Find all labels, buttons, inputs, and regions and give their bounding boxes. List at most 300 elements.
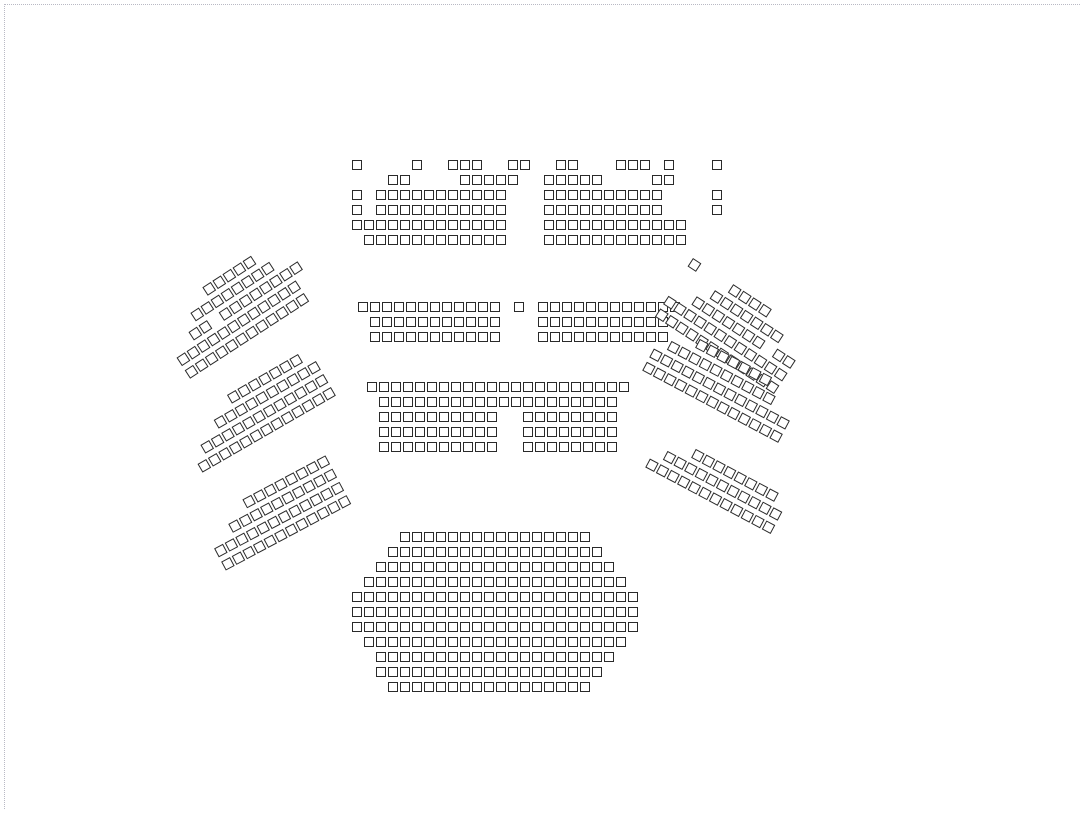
seat[interactable] [568,637,578,647]
seat[interactable] [379,442,389,452]
seat[interactable] [415,382,425,392]
seat[interactable] [628,220,638,230]
seat[interactable] [628,622,638,632]
seat[interactable] [400,577,410,587]
seat[interactable] [487,397,497,407]
seat[interactable] [604,637,614,647]
seat[interactable] [412,622,422,632]
seat[interactable] [412,562,422,572]
seat[interactable] [571,382,581,392]
seat[interactable] [352,205,362,215]
seat[interactable] [400,205,410,215]
seat[interactable] [427,427,437,437]
seat[interactable] [616,235,626,245]
seat[interactable] [484,532,494,542]
seat[interactable] [403,382,413,392]
seat[interactable] [571,397,581,407]
seat[interactable] [508,562,518,572]
seat[interactable] [490,332,500,342]
seat[interactable] [776,416,790,430]
seat[interactable] [586,302,596,312]
seat[interactable] [532,592,542,602]
seat[interactable] [436,667,446,677]
seat[interactable] [568,190,578,200]
seat[interactable] [472,607,482,617]
seat[interactable] [427,397,437,407]
seat[interactable] [532,532,542,542]
seat[interactable] [610,302,620,312]
seat[interactable] [448,577,458,587]
seat[interactable] [520,652,530,662]
seat[interactable] [652,235,662,245]
seat[interactable] [475,397,485,407]
seat[interactable] [376,577,386,587]
seat[interactable] [448,235,458,245]
seat[interactable] [664,220,674,230]
seat[interactable] [454,332,464,342]
seat[interactable] [568,622,578,632]
seat[interactable] [532,637,542,647]
seat[interactable] [460,220,470,230]
seat[interactable] [484,607,494,617]
seat[interactable] [376,190,386,200]
seat[interactable] [532,667,542,677]
seat[interactable] [520,682,530,692]
seat[interactable] [406,302,416,312]
seat[interactable] [338,495,352,509]
seat[interactable] [568,592,578,602]
seat[interactable] [616,607,626,617]
seat[interactable] [388,220,398,230]
seat[interactable] [580,667,590,677]
seat[interactable] [592,562,602,572]
seat[interactable] [379,382,389,392]
seat[interactable] [652,205,662,215]
seat[interactable] [448,547,458,557]
seat[interactable] [466,302,476,312]
seat[interactable] [436,577,446,587]
seat[interactable] [427,412,437,422]
seat[interactable] [523,412,533,422]
seat[interactable] [391,412,401,422]
seat[interactable] [571,412,581,422]
seat[interactable] [463,382,473,392]
seat[interactable] [388,577,398,587]
seat[interactable] [466,317,476,327]
seat[interactable] [388,667,398,677]
seat[interactable] [496,235,506,245]
seat[interactable] [520,622,530,632]
seat[interactable] [412,607,422,617]
seat[interactable] [607,442,617,452]
seat[interactable] [535,427,545,437]
seat[interactable] [496,607,506,617]
seat[interactable] [559,442,569,452]
seat[interactable] [556,622,566,632]
seat[interactable] [580,547,590,557]
seat[interactable] [535,442,545,452]
seat[interactable] [592,607,602,617]
seat[interactable] [439,397,449,407]
seat[interactable] [388,562,398,572]
seat[interactable] [496,175,506,185]
seat[interactable] [499,397,509,407]
seat[interactable] [475,382,485,392]
seat[interactable] [439,382,449,392]
seat[interactable] [580,190,590,200]
seat[interactable] [424,652,434,662]
seat[interactable] [460,532,470,542]
seat[interactable] [478,332,488,342]
seat[interactable] [568,235,578,245]
seat[interactable] [508,577,518,587]
seat[interactable] [412,667,422,677]
seat[interactable] [352,160,362,170]
seat[interactable] [508,592,518,602]
seat[interactable] [400,652,410,662]
seat[interactable] [406,332,416,342]
seat[interactable] [610,332,620,342]
seat[interactable] [556,562,566,572]
seat[interactable] [388,190,398,200]
seat[interactable] [412,190,422,200]
seat[interactable] [580,562,590,572]
seat[interactable] [508,637,518,647]
seat[interactable] [460,592,470,602]
seat[interactable] [544,532,554,542]
seat[interactable] [484,577,494,587]
seat[interactable] [487,412,497,422]
seat[interactable] [568,562,578,572]
seat[interactable] [418,302,428,312]
seat[interactable] [652,190,662,200]
seat[interactable] [400,547,410,557]
seat[interactable] [358,302,368,312]
seat[interactable] [556,532,566,542]
seat[interactable] [544,637,554,647]
seat[interactable] [388,592,398,602]
seat[interactable] [762,520,776,534]
seat[interactable] [532,622,542,632]
seat[interactable] [412,205,422,215]
seat[interactable] [532,607,542,617]
seat[interactable] [436,220,446,230]
seat[interactable] [508,652,518,662]
seat[interactable] [403,397,413,407]
seat[interactable] [472,160,482,170]
seat[interactable] [412,160,422,170]
seat[interactable] [769,507,783,521]
seat[interactable] [595,442,605,452]
seat[interactable] [562,317,572,327]
seat[interactable] [436,547,446,557]
seat[interactable] [538,332,548,342]
seat[interactable] [592,652,602,662]
seat[interactable] [559,382,569,392]
seat[interactable] [652,175,662,185]
seat[interactable] [628,190,638,200]
seat[interactable] [436,532,446,542]
seat[interactable] [442,317,452,327]
seat[interactable] [607,412,617,422]
seat[interactable] [550,332,560,342]
seat[interactable] [574,317,584,327]
seat[interactable] [436,205,446,215]
seat[interactable] [628,592,638,602]
seat[interactable] [376,205,386,215]
seat[interactable] [535,412,545,422]
seat[interactable] [352,190,362,200]
seat[interactable] [610,317,620,327]
seat[interactable] [484,562,494,572]
seat[interactable] [520,667,530,677]
seat[interactable] [592,547,602,557]
seat[interactable] [379,397,389,407]
seat[interactable] [628,607,638,617]
seat[interactable] [376,607,386,617]
seat[interactable] [430,332,440,342]
seat[interactable] [412,220,422,230]
seat[interactable] [391,442,401,452]
seat[interactable] [400,562,410,572]
seat[interactable] [472,652,482,662]
seat[interactable] [592,667,602,677]
seat[interactable] [556,220,566,230]
seat[interactable] [676,235,686,245]
seat[interactable] [640,220,650,230]
seat[interactable] [475,412,485,422]
seat[interactable] [496,667,506,677]
seat[interactable] [415,442,425,452]
seat[interactable] [478,317,488,327]
seat[interactable] [388,547,398,557]
seat[interactable] [652,220,662,230]
seat[interactable] [604,607,614,617]
seat[interactable] [544,652,554,662]
seat[interactable] [400,190,410,200]
seat[interactable] [568,220,578,230]
seat[interactable] [415,397,425,407]
seat[interactable] [460,160,470,170]
seat[interactable] [622,317,632,327]
seat[interactable] [592,205,602,215]
seat[interactable] [580,637,590,647]
seat[interactable] [607,427,617,437]
seat[interactable] [436,637,446,647]
seat[interactable] [592,622,602,632]
seat[interactable] [586,317,596,327]
seat[interactable] [532,682,542,692]
seat[interactable] [583,382,593,392]
seat[interactable] [424,637,434,647]
seat[interactable] [424,547,434,557]
seat[interactable] [598,317,608,327]
seat[interactable] [496,562,506,572]
seat[interactable] [556,682,566,692]
seat[interactable] [556,637,566,647]
seat[interactable] [604,622,614,632]
seat[interactable] [436,607,446,617]
seat[interactable] [616,622,626,632]
seat[interactable] [463,442,473,452]
seat[interactable] [472,592,482,602]
seat[interactable] [583,397,593,407]
seat[interactable] [484,592,494,602]
seat[interactable] [394,332,404,342]
seat[interactable] [547,397,557,407]
seat[interactable] [451,442,461,452]
seat[interactable] [496,622,506,632]
seat[interactable] [556,592,566,602]
seat[interactable] [391,382,401,392]
seat[interactable] [484,652,494,662]
seat[interactable] [568,667,578,677]
seat[interactable] [574,302,584,312]
seat[interactable] [424,607,434,617]
seat[interactable] [544,175,554,185]
seat[interactable] [490,302,500,312]
seat[interactable] [562,332,572,342]
seat[interactable] [547,382,557,392]
seat[interactable] [424,682,434,692]
seat[interactable] [508,667,518,677]
seat[interactable] [523,442,533,452]
seat[interactable] [448,160,458,170]
seat[interactable] [580,682,590,692]
seat[interactable] [571,427,581,437]
seat[interactable] [472,622,482,632]
seat[interactable] [451,427,461,437]
seat[interactable] [436,190,446,200]
seat[interactable] [379,412,389,422]
seat[interactable] [442,302,452,312]
seat[interactable] [388,622,398,632]
seat[interactable] [556,160,566,170]
seat[interactable] [472,220,482,230]
seat[interactable] [556,577,566,587]
seat[interactable] [448,532,458,542]
seat[interactable] [448,652,458,662]
seat[interactable] [460,562,470,572]
seat[interactable] [595,397,605,407]
seat[interactable] [424,205,434,215]
seat[interactable] [544,592,554,602]
seat[interactable] [484,220,494,230]
seat[interactable] [592,577,602,587]
seat[interactable] [415,427,425,437]
seat[interactable] [508,682,518,692]
seat[interactable] [472,637,482,647]
seat[interactable] [460,652,470,662]
seat[interactable] [712,205,722,215]
seat[interactable] [472,190,482,200]
seat[interactable] [544,547,554,557]
seat[interactable] [367,382,377,392]
seat[interactable] [607,382,617,392]
seat[interactable] [634,332,644,342]
seat[interactable] [646,302,656,312]
seat[interactable] [580,622,590,632]
seat[interactable] [568,607,578,617]
seat[interactable] [616,160,626,170]
seat[interactable] [430,317,440,327]
seat[interactable] [592,235,602,245]
seat[interactable] [460,577,470,587]
seat[interactable] [523,382,533,392]
seat[interactable] [382,332,392,342]
seat[interactable] [592,220,602,230]
seat[interactable] [634,317,644,327]
seat[interactable] [388,235,398,245]
seat[interactable] [460,682,470,692]
seat[interactable] [472,175,482,185]
seat[interactable] [556,607,566,617]
seat[interactable] [592,190,602,200]
seat[interactable] [400,607,410,617]
seat[interactable] [436,682,446,692]
seat[interactable] [460,175,470,185]
seat[interactable] [364,220,374,230]
seat[interactable] [592,637,602,647]
seat[interactable] [604,577,614,587]
seat[interactable] [664,160,674,170]
seat[interactable] [376,592,386,602]
seat[interactable] [466,332,476,342]
seat[interactable] [430,302,440,312]
seat[interactable] [664,235,674,245]
seat[interactable] [400,622,410,632]
seat[interactable] [616,220,626,230]
seat[interactable] [544,205,554,215]
seat[interactable] [376,220,386,230]
seat[interactable] [370,317,380,327]
seat[interactable] [484,622,494,632]
seat[interactable] [451,397,461,407]
seat[interactable] [496,592,506,602]
seat[interactable] [424,532,434,542]
seat[interactable] [370,332,380,342]
seat[interactable] [475,427,485,437]
seat[interactable] [352,607,362,617]
seat[interactable] [628,235,638,245]
seat[interactable] [484,682,494,692]
seat[interactable] [556,652,566,662]
seat[interactable] [523,427,533,437]
seat[interactable] [352,220,362,230]
seat[interactable] [472,682,482,692]
seat[interactable] [523,397,533,407]
seat[interactable] [547,427,557,437]
seat[interactable] [427,442,437,452]
seat[interactable] [544,577,554,587]
seat[interactable] [317,455,331,469]
seat[interactable] [412,577,422,587]
seat[interactable] [496,220,506,230]
seat[interactable] [460,547,470,557]
seat[interactable] [496,637,506,647]
seat[interactable] [544,235,554,245]
seat[interactable] [556,205,566,215]
seat[interactable] [376,637,386,647]
seat[interactable] [448,592,458,602]
seat[interactable] [436,562,446,572]
seat[interactable] [424,622,434,632]
seat[interactable] [550,302,560,312]
seat[interactable] [598,332,608,342]
seat[interactable] [535,382,545,392]
seat[interactable] [532,562,542,572]
seat[interactable] [568,205,578,215]
